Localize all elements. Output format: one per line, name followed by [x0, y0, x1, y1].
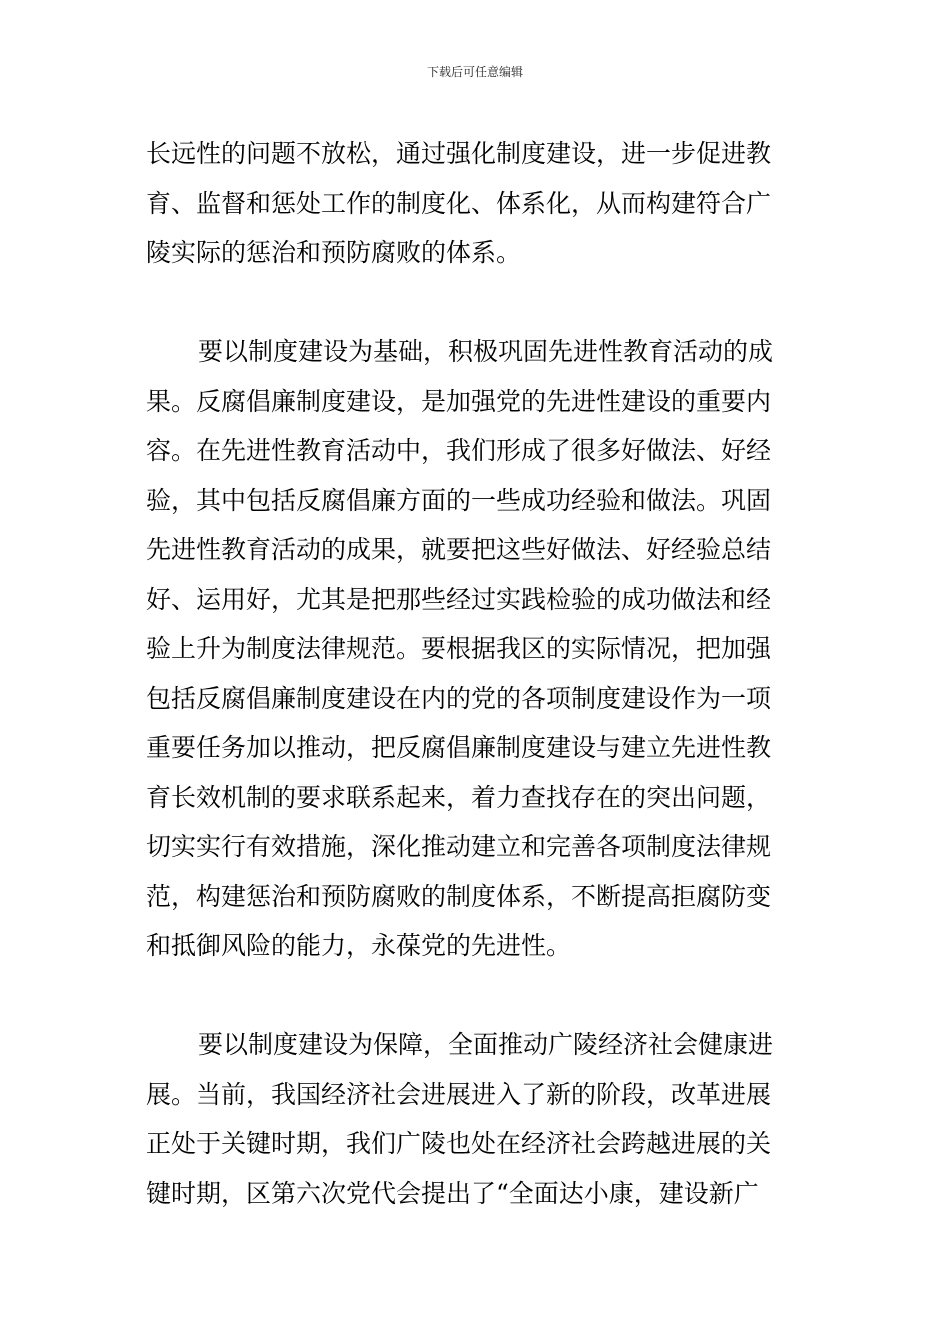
text-line: 和抵御风险的能力，永葆党的先进性。: [146, 931, 572, 960]
paragraph-1: [146, 129, 810, 278]
text-line: 果。反腐倡廉制度建设，是加强党的先进性建设的重要内: [146, 386, 772, 416]
text-line: 包括反腐倡廉制度建设在内的党的各项制度建设作为一项: [146, 683, 772, 713]
text-line: 验上升为制度法律规范。要根据我区的实际情况，把加强: [146, 634, 772, 663]
paragraph-3: [146, 1020, 810, 1218]
text-line: 容。在先进性教育活动中，我们形成了很多好做法、好经: [146, 436, 772, 465]
text-line: 键时期，区第六次党代会提出了“全面达小康，建设新广: [146, 1178, 759, 1208]
text-line: 验，其中包括反腐倡廉方面的一些成功经验和做法。巩固: [146, 485, 772, 515]
paragraph-spacer: [146, 971, 810, 1021]
text-line: 育长效机制的要求联系起来，着力查找存在的突出问题，: [146, 782, 772, 812]
paragraph-spacer: [146, 278, 810, 328]
paragraph-2: [146, 327, 810, 971]
document-body: [146, 129, 810, 1218]
page-header: 下载后可任意编辑: [426, 65, 523, 79]
text-line: 陵实际的惩治和预防腐败的体系。: [146, 238, 522, 267]
text-line: 正处于关键时期，我们广陵也处在经济社会跨越进展的关: [146, 1129, 772, 1158]
text-line: 范，构建惩治和预防腐败的制度体系，不断提高拒腐防变: [146, 881, 772, 911]
text-line: 要以制度建设为基础，积极巩固先进性教育活动的成: [198, 337, 774, 366]
text-line: 要以制度建设为保障，全面推动广陵经济社会健康进: [198, 1030, 774, 1059]
text-line: 好、运用好，尤其是把那些经过实践检验的成功做法和经: [146, 584, 772, 614]
text-line: 先进性教育活动的成果，就要把这些好做法、好经验总结: [146, 535, 772, 564]
text-line: 切实实行有效措施，深化推动建立和完善各项制度法律规: [146, 832, 772, 861]
text-line: 展。当前，我国经济社会进展进入了新的阶段，改革进展: [146, 1079, 772, 1109]
text-line: 育、监督和惩处工作的制度化、体系化，从而构建符合广: [146, 188, 772, 218]
text-line: 长远性的问题不放松，通过强化制度建设，进一步促进教: [146, 139, 772, 168]
text-line: 重要任务加以推动，把反腐倡廉制度建设与建立先进性教: [146, 733, 772, 762]
